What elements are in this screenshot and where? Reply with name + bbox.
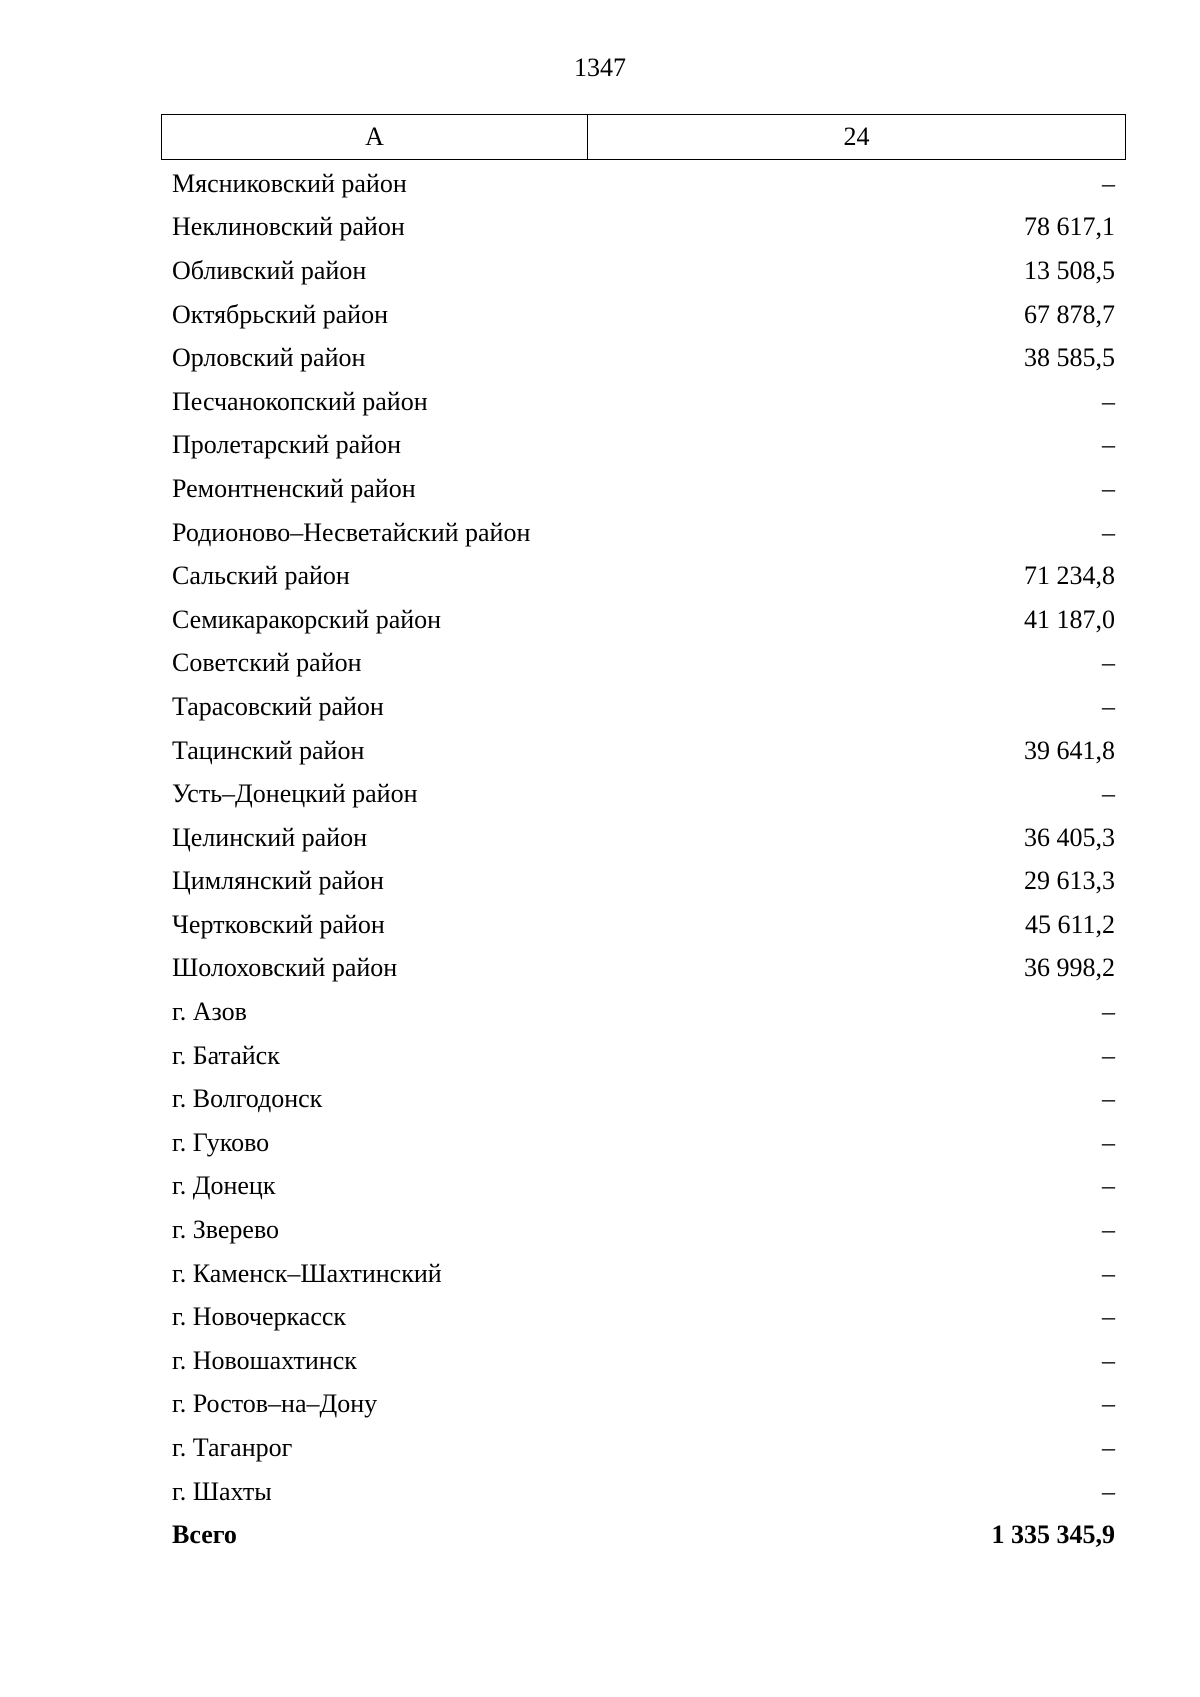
table-row <box>161 293 1126 337</box>
row-value: – <box>1102 1433 1115 1463</box>
row-label: Усть–Донецкий район <box>172 779 418 809</box>
row-label: г. Батайск <box>172 1040 280 1070</box>
total-label: Всего <box>172 1520 237 1550</box>
row-label: Сальский район <box>172 561 350 591</box>
row-label: Семикаракорский район <box>172 604 442 634</box>
page-number: 1347 <box>574 53 626 82</box>
row-label: Чертковский район <box>172 909 385 939</box>
table-row <box>161 380 1126 424</box>
table-row <box>161 598 1126 642</box>
table-row <box>161 1121 1126 1165</box>
row-label: Родионово–Несветайский район <box>172 517 531 547</box>
table-row <box>161 1208 1126 1252</box>
table-row <box>161 860 1126 904</box>
row-label: г. Таганрог <box>172 1433 293 1463</box>
row-value: – <box>1102 168 1115 198</box>
row-label: Неклиновский район <box>172 212 405 242</box>
row-value: 36 998,2 <box>1024 953 1115 983</box>
table-row <box>161 336 1126 380</box>
table-row <box>161 1295 1126 1339</box>
row-label: Шолоховский район <box>172 953 398 983</box>
row-value: 71 234,8 <box>1024 561 1115 591</box>
header-column-a: А <box>162 115 588 159</box>
total-value: 1 335 345,9 <box>991 1520 1115 1550</box>
row-value: – <box>1102 473 1115 503</box>
table-row <box>161 642 1126 686</box>
table-row <box>161 947 1126 991</box>
table-row <box>161 1034 1126 1078</box>
row-value: – <box>1102 648 1115 678</box>
row-value: 38 585,5 <box>1024 343 1115 373</box>
row-label: Песчанокопский район <box>172 386 428 416</box>
table-row <box>161 424 1126 468</box>
table-row <box>161 772 1126 816</box>
row-value: 29 613,3 <box>1024 866 1115 896</box>
row-label: Целинский район <box>172 822 367 852</box>
row-label: г. Азов <box>172 997 247 1027</box>
table-row <box>161 729 1126 773</box>
row-label: г. Зверево <box>172 1215 280 1245</box>
row-label: Тацинский район <box>172 735 365 765</box>
table-row <box>161 1470 1126 1514</box>
row-value: – <box>1102 1302 1115 1332</box>
row-value: – <box>1102 1476 1115 1506</box>
row-value: 78 617,1 <box>1024 212 1115 242</box>
total-row <box>161 1513 1126 1557</box>
row-label: Ремонтненский район <box>172 473 416 503</box>
row-label: г. Новошахтинск <box>172 1345 357 1375</box>
row-value: – <box>1102 1040 1115 1070</box>
row-label: Цимлянский район <box>172 866 384 896</box>
row-value: – <box>1102 386 1115 416</box>
row-label: г. Волгодонск <box>172 1084 323 1114</box>
row-label: Октябрьский район <box>172 299 388 329</box>
row-value: 39 641,8 <box>1024 735 1115 765</box>
table-row <box>161 511 1126 555</box>
table-row <box>161 1339 1126 1383</box>
row-label: г. Новочеркасск <box>172 1302 347 1332</box>
table-row <box>161 1077 1126 1121</box>
row-value: 45 611,2 <box>1024 909 1115 939</box>
row-label: г. Шахты <box>172 1476 272 1506</box>
table-body <box>161 162 1126 1557</box>
row-value: – <box>1102 430 1115 460</box>
table-row <box>161 990 1126 1034</box>
row-value: – <box>1102 779 1115 809</box>
row-label: Советский район <box>172 648 362 678</box>
row-label: г. Гуково <box>172 1127 270 1157</box>
row-value: – <box>1102 691 1115 721</box>
table-header <box>161 114 1126 160</box>
row-value: – <box>1102 1127 1115 1157</box>
table-row <box>161 1252 1126 1296</box>
table-row <box>161 816 1126 860</box>
row-value: – <box>1102 1345 1115 1375</box>
row-value: 67 878,7 <box>1024 299 1115 329</box>
table-row <box>161 554 1126 598</box>
row-value: 41 187,0 <box>1024 604 1115 634</box>
table-row <box>161 467 1126 511</box>
row-label: Мясниковский район <box>172 168 407 198</box>
table-row <box>161 249 1126 293</box>
table-row <box>161 1383 1126 1427</box>
row-value: 13 508,5 <box>1024 255 1115 285</box>
row-label: Тарасовский район <box>172 691 384 721</box>
row-label: г. Ростов–на–Дону <box>172 1389 378 1419</box>
row-label: г. Каменск–Шахтинский <box>172 1258 442 1288</box>
row-value: – <box>1102 1084 1115 1114</box>
row-value: – <box>1102 1215 1115 1245</box>
table-row <box>161 1426 1126 1470</box>
row-label: Обливский район <box>172 255 367 285</box>
table-row <box>161 1165 1126 1209</box>
row-value: 36 405,3 <box>1024 822 1115 852</box>
table-row <box>161 206 1126 250</box>
row-label: Орловский район <box>172 343 366 373</box>
row-label: Пролетарский район <box>172 430 402 460</box>
header-column-24: 24 <box>843 122 870 151</box>
row-value: – <box>1102 1258 1115 1288</box>
table-row <box>161 685 1126 729</box>
table-row <box>161 903 1126 947</box>
row-label: г. Донецк <box>172 1171 276 1201</box>
row-value: – <box>1102 997 1115 1027</box>
row-value: – <box>1102 1171 1115 1201</box>
table-row <box>161 162 1126 206</box>
row-value: – <box>1102 517 1115 547</box>
row-value: – <box>1102 1389 1115 1419</box>
